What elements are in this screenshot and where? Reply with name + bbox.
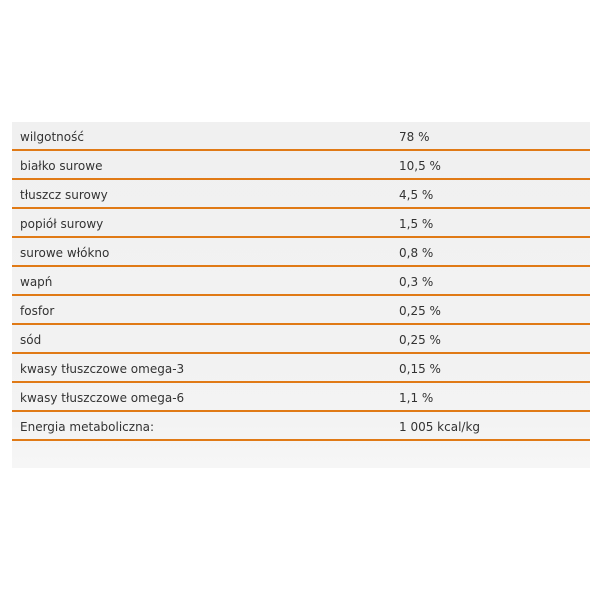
- row-label: wapń: [20, 275, 53, 289]
- table-row: [12, 412, 590, 441]
- table-row: [12, 122, 590, 151]
- row-label: surowe włókno: [20, 246, 110, 260]
- row-value: 10,5 %: [399, 159, 441, 173]
- row-value: 1 005 kcal/kg: [399, 420, 481, 434]
- row-label: kwasy tłuszczowe omega-3: [20, 362, 185, 376]
- table-row: [12, 267, 590, 296]
- row-value: 0,3 %: [399, 275, 434, 289]
- row-value: 1,1 %: [399, 391, 434, 405]
- row-value: 0,8 %: [399, 246, 434, 260]
- table-row: [12, 296, 590, 325]
- table-row: [12, 151, 590, 180]
- row-label: sód: [20, 333, 42, 347]
- row-label: tłuszcz surowy: [20, 188, 108, 202]
- row-value: 0,25 %: [399, 304, 441, 318]
- table-row: [12, 354, 590, 383]
- row-label: popiół surowy: [20, 217, 104, 231]
- row-label: Energia metaboliczna:: [20, 420, 155, 434]
- row-value: 1,5 %: [399, 217, 434, 231]
- table-row: [12, 325, 590, 354]
- table-row: [12, 209, 590, 238]
- row-value: 0,25 %: [399, 333, 441, 347]
- row-label: białko surowe: [20, 159, 103, 173]
- row-label: wilgotność: [20, 130, 84, 144]
- nutrition-table: [12, 122, 590, 468]
- row-label: kwasy tłuszczowe omega-6: [20, 391, 185, 405]
- row-value: 0,15 %: [399, 362, 441, 376]
- table-row: [12, 238, 590, 267]
- table-row: [12, 383, 590, 412]
- row-value: 4,5 %: [399, 188, 434, 202]
- row-label: fosfor: [20, 304, 55, 318]
- row-value: 78 %: [399, 130, 430, 144]
- table-row: [12, 180, 590, 209]
